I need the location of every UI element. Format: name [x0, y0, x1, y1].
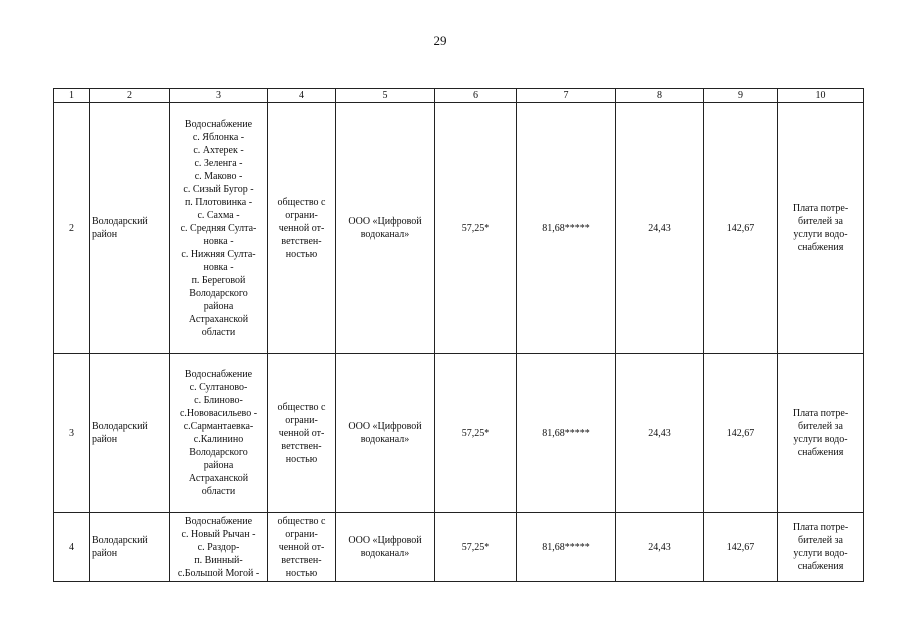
value-cell-6: 57,25*: [435, 103, 517, 354]
header-cell: 5: [336, 89, 435, 103]
row-number: 3: [54, 354, 90, 513]
header-cell: 6: [435, 89, 517, 103]
header-cell: 9: [704, 89, 778, 103]
value-cell-7: 81,68*****: [517, 513, 616, 582]
value-cell-6: 57,25*: [435, 354, 517, 513]
value-cell-9: 142,67: [704, 103, 778, 354]
table-row: [54, 513, 864, 582]
note-cell: Плата потре- бителей за услуги водо- снабжения: [778, 513, 864, 582]
object-cell: Водоснабжение с. Яблонка - с. Ахтерек - с. Зеленга - с. Маково - с. Сизый Бугор - п. Плотовинка - с. Сахма - с. Средняя Султа- новка - с. Нижняя Султа- новка - п. Береговой Володарского района Астраханской области: [170, 103, 268, 354]
value-cell-7: 81,68*****: [517, 354, 616, 513]
org-name-cell: ООО «Цифровой водоканал»: [336, 354, 435, 513]
org-form-cell: общество с ограни- ченной от- ветствен- ностью: [268, 103, 336, 354]
header-row: [54, 89, 864, 103]
value-cell-9: 142,67: [704, 354, 778, 513]
org-form-cell: общество с ограни- ченной от- ветствен- ностью: [268, 513, 336, 582]
row-number: 2: [54, 103, 90, 354]
object-cell: Водоснабжение с. Султаново- с. Блиново- с.Нововасильево - с.Сармантаевка- с.Калинино Володарского района Астраханской области: [170, 354, 268, 513]
object-cell: Водоснабжение с. Новый Рычан - с. Раздор- п. Винный- с.Большой Могой -: [170, 513, 268, 582]
value-cell-8: 24,43: [616, 513, 704, 582]
org-name-cell: ООО «Цифровой водоканал»: [336, 513, 435, 582]
district-cell: Володарский район: [90, 103, 170, 354]
note-cell: Плата потре- бителей за услуги водо- снабжения: [778, 354, 864, 513]
tariff-table: [53, 88, 864, 582]
value-cell-7: 81,68*****: [517, 103, 616, 354]
org-name-cell: ООО «Цифровой водоканал»: [336, 103, 435, 354]
value-cell-8: 24,43: [616, 103, 704, 354]
row-number: 4: [54, 513, 90, 582]
header-cell: 2: [90, 89, 170, 103]
note-cell: Плата потре- бителей за услуги водо- снабжения: [778, 103, 864, 354]
header-cell: 4: [268, 89, 336, 103]
page-number: 29: [433, 33, 447, 48]
value-cell-9: 142,67: [704, 513, 778, 582]
header-cell: 10: [778, 89, 864, 103]
district-cell: Володарский район: [90, 513, 170, 582]
value-cell-8: 24,43: [616, 354, 704, 513]
table-row: [54, 354, 864, 513]
header-cell: 1: [54, 89, 90, 103]
org-form-cell: общество с ограни- ченной от- ветствен- ностью: [268, 354, 336, 513]
header-cell: 7: [517, 89, 616, 103]
header-cell: 8: [616, 89, 704, 103]
value-cell-6: 57,25*: [435, 513, 517, 582]
district-cell: Володарский район: [90, 354, 170, 513]
header-cell: 3: [170, 89, 268, 103]
table-row: [54, 103, 864, 354]
